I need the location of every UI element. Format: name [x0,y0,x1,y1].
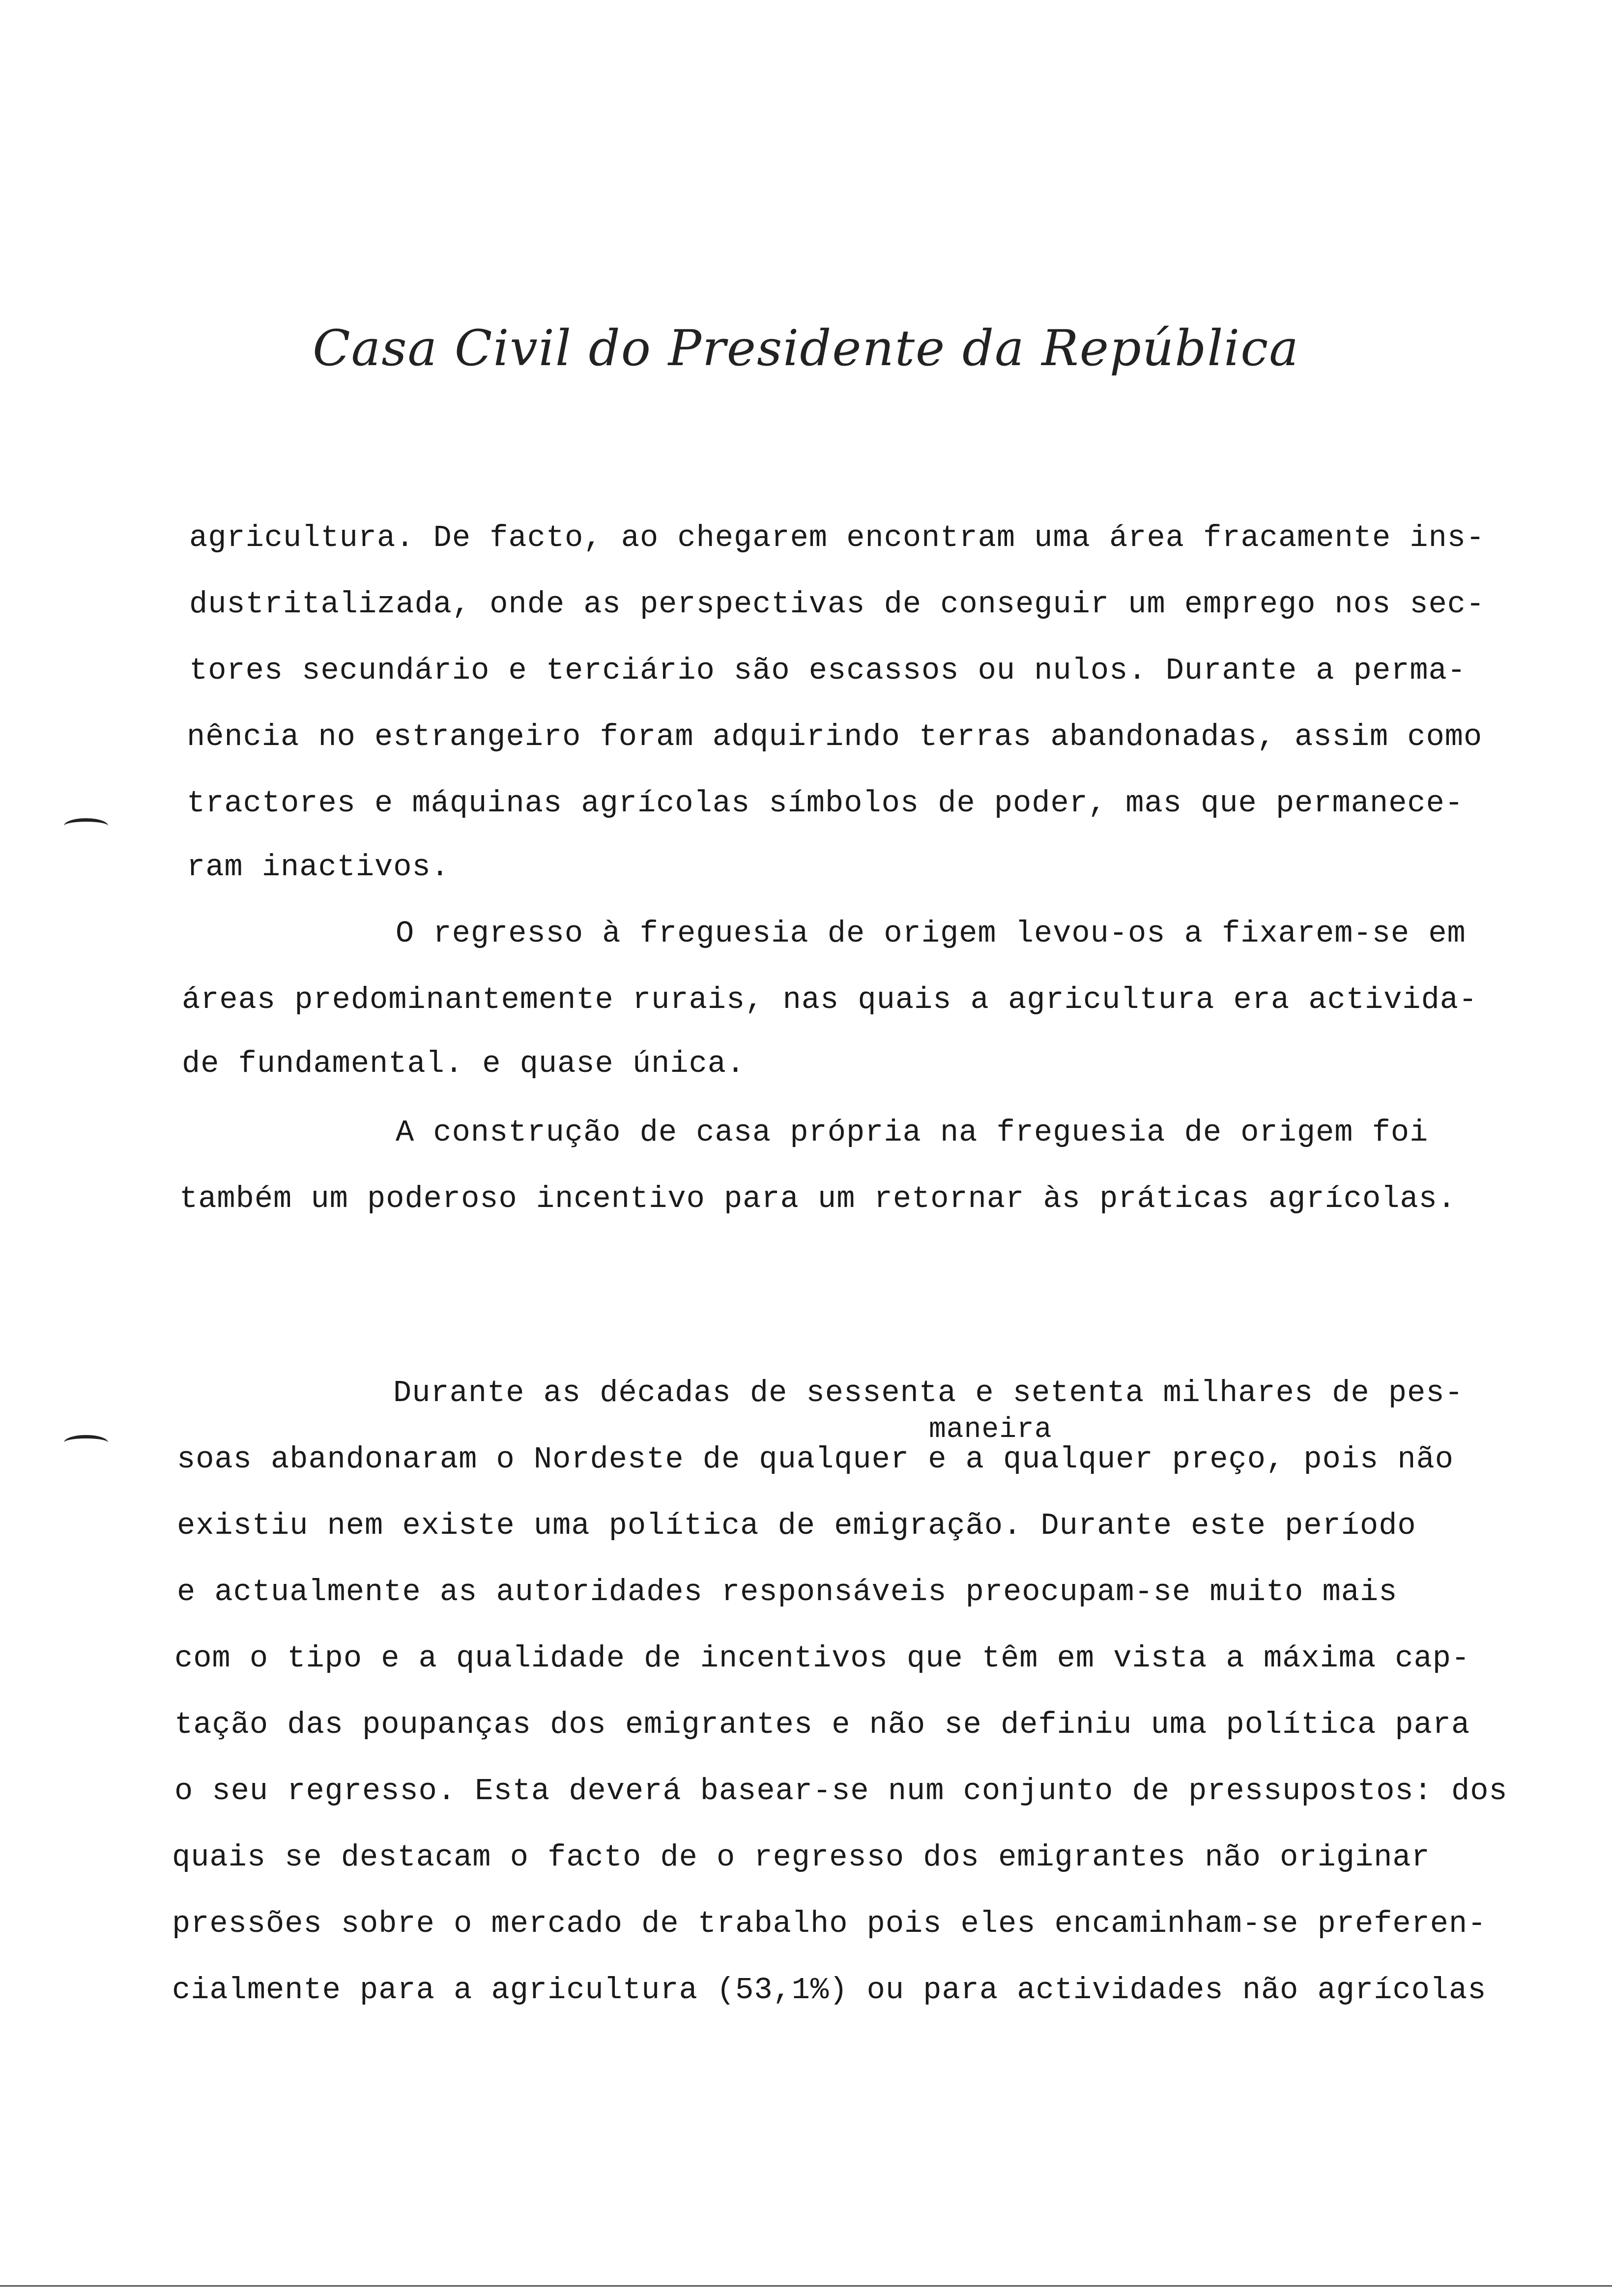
text-line: Durante as décadas de sessenta e setenta milhares de pes- [393,1376,1464,1410]
text-line: pressões sobre o mercado de trabalho pois eles encaminham-se preferen- [172,1906,1487,1941]
text-line: nência no estrangeiro foram adquirindo terras abandonadas, assim como [187,719,1483,754]
text-line: existiu nem existe uma política de emigração. Durante este período [177,1508,1416,1543]
interlinear-insertion: maneira [929,1414,1052,1446]
text-line: ram inactivos. [187,850,450,885]
text-line: O regresso à freguesia de origem levou-os a fixarem-se em [396,916,1466,951]
margin-mark [64,818,108,833]
text-line: tores secundário e terciário são escassos ou nulos. Durante a perma- [189,653,1467,688]
text-line: A construção de casa própria na freguesia de origem foi [396,1115,1429,1150]
footer-rule [0,2285,1612,2287]
text-line: de fundamental. e quase única. [182,1046,746,1081]
text-line: tractores e máquinas agrícolas símbolos de poder, mas que permanece- [187,786,1464,821]
text-line: também um poderoso incentivo para um retornar às práticas agrícolas. [179,1181,1457,1216]
letterhead: Casa Civil do Presidente da República [313,319,1299,377]
text-line: agricultura. De facto, ao chegarem encontram uma área fracamente ins- [189,520,1485,555]
text-line: e actualmente as autoridades responsáveis preocupam-se muito mais [177,1575,1398,1609]
text-line: quais se destacam o facto de o regresso dos emigrantes não originar [172,1840,1430,1875]
margin-mark [64,1435,108,1450]
text-line: cialmente para a agricultura (53,1%) ou para actividades não agrícolas [172,1973,1487,2008]
text-line: o seu regresso. Esta deverá basear-se num conjunto de pressupostos: dos [174,1774,1508,1808]
text-line: com o tipo e a qualidade de incentivos que têm em vista a máxima cap- [174,1641,1470,1676]
text-line: tação das poupanças dos emigrantes e não se definiu uma política para [174,1707,1470,1742]
text-line: dustritalizada, onde as perspectivas de conseguir um emprego nos sec- [189,587,1485,622]
text-line: soas abandonaram o Nordeste de qualquer e a qualquer preço, pois não [177,1442,1454,1477]
text-line: áreas predominantemente rurais, nas quais a agricultura era activida- [182,982,1478,1017]
